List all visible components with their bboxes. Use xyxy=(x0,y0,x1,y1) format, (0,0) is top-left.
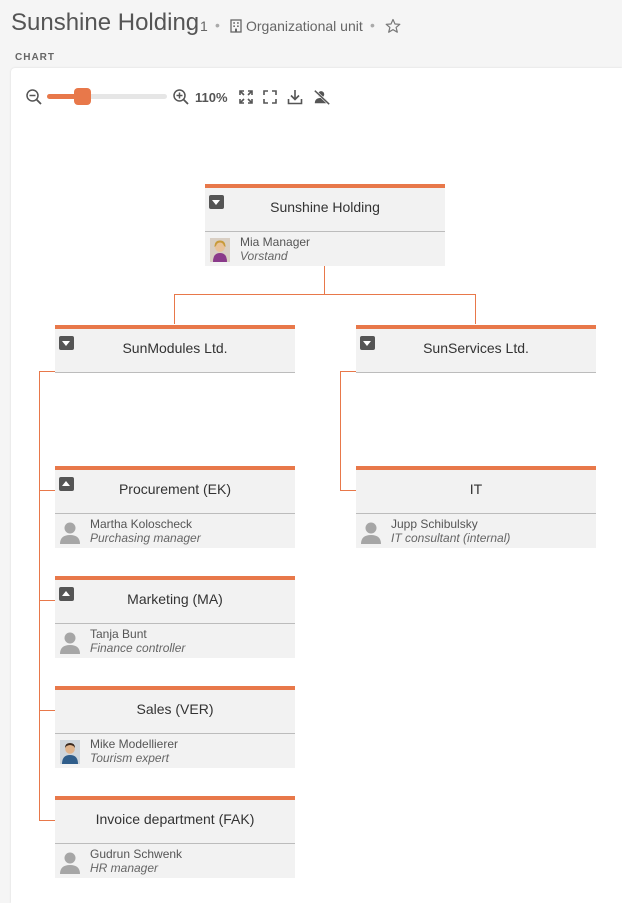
node-person[interactable] xyxy=(55,734,295,768)
hide-persons-icon[interactable] xyxy=(313,88,331,106)
node-person[interactable] xyxy=(55,624,295,658)
collapse-toggle-button[interactable] xyxy=(59,336,74,350)
page-title: Sunshine Holding xyxy=(11,9,200,36)
object-type-label: Organizational unit xyxy=(246,18,363,34)
org-node-sunshine-holding[interactable] xyxy=(205,184,445,266)
separator-dot: • xyxy=(215,17,220,33)
zoom-slider-handle[interactable] xyxy=(74,88,91,105)
zoom-out-icon[interactable] xyxy=(25,88,43,106)
node-title: Sunshine Holding xyxy=(270,199,380,215)
person-name: Mike Modellierer xyxy=(90,737,179,751)
person-placeholder-icon xyxy=(60,850,80,874)
org-node-it[interactable] xyxy=(356,466,596,548)
section-label: CHART xyxy=(15,52,55,63)
fullscreen-icon[interactable] xyxy=(261,88,279,106)
person-role: Finance controller xyxy=(90,641,186,655)
person-role: IT consultant (internal) xyxy=(391,531,511,545)
connector-sunservices-top xyxy=(340,371,356,372)
person-name: Jupp Schibulsky xyxy=(391,517,478,531)
connector-procurement xyxy=(39,490,55,491)
avatar-photo xyxy=(210,238,230,262)
star-icon[interactable] xyxy=(385,18,401,34)
node-title: Procurement (EK) xyxy=(118,481,232,497)
node-title: Sales (VER) xyxy=(136,701,214,717)
org-node-marketing[interactable] xyxy=(55,576,295,658)
connector-sunservices-vertical xyxy=(340,371,341,490)
connector-invoice xyxy=(39,820,55,821)
person-name: Gudrun Schwenk xyxy=(90,847,183,861)
person-role: HR manager xyxy=(90,861,159,875)
page-header xyxy=(0,0,622,50)
version-count: 1 xyxy=(200,18,208,34)
person-placeholder-icon xyxy=(361,520,381,544)
connector-sunmodules-top xyxy=(39,371,55,372)
person-name: Martha Koloscheck xyxy=(90,517,193,531)
connector-it xyxy=(340,490,356,491)
person-placeholder-icon xyxy=(60,520,80,544)
collapse-toggle-button[interactable] xyxy=(360,336,375,350)
separator-dot: • xyxy=(370,17,375,33)
fit-to-screen-icon[interactable] xyxy=(237,88,255,106)
node-title: SunServices Ltd. xyxy=(423,340,529,356)
node-person[interactable] xyxy=(55,844,295,878)
node-title: SunModules Ltd. xyxy=(122,340,228,356)
zoom-in-icon[interactable] xyxy=(172,88,190,106)
connector-root-horizontal xyxy=(174,294,476,295)
org-node-sales[interactable] xyxy=(55,686,295,768)
collapse-toggle-button[interactable] xyxy=(209,195,224,209)
zoom-level: 110% xyxy=(195,90,228,105)
person-placeholder-icon xyxy=(60,630,80,654)
node-person[interactable] xyxy=(55,514,295,548)
connector-sunmodules-vertical xyxy=(39,371,40,820)
person-role: Vorstand xyxy=(240,249,288,263)
download-icon[interactable] xyxy=(286,88,304,106)
connector-sales xyxy=(39,710,55,711)
node-title: IT xyxy=(469,481,483,497)
person-name: Tanja Bunt xyxy=(90,627,147,641)
building-icon xyxy=(230,19,242,33)
connector-root-down xyxy=(324,265,325,294)
person-role: Purchasing manager xyxy=(90,531,201,545)
node-title: Invoice department (FAK) xyxy=(95,811,255,827)
node-person[interactable] xyxy=(205,232,445,266)
org-node-sunservices[interactable] xyxy=(356,325,596,373)
org-node-sunmodules[interactable] xyxy=(55,325,295,373)
connector-marketing xyxy=(39,600,55,601)
node-title: Marketing (MA) xyxy=(127,591,223,607)
expand-toggle-button[interactable] xyxy=(59,587,74,601)
expand-toggle-button[interactable] xyxy=(59,477,74,491)
connector-sunmodules-up xyxy=(174,294,175,324)
avatar-photo xyxy=(60,740,80,764)
person-role: Tourism expert xyxy=(90,751,169,765)
connector-sunservices-up xyxy=(475,294,476,324)
node-person[interactable] xyxy=(356,514,596,548)
person-name: Mia Manager xyxy=(240,235,311,249)
org-node-procurement[interactable] xyxy=(55,466,295,548)
org-node-invoice[interactable] xyxy=(55,796,295,878)
